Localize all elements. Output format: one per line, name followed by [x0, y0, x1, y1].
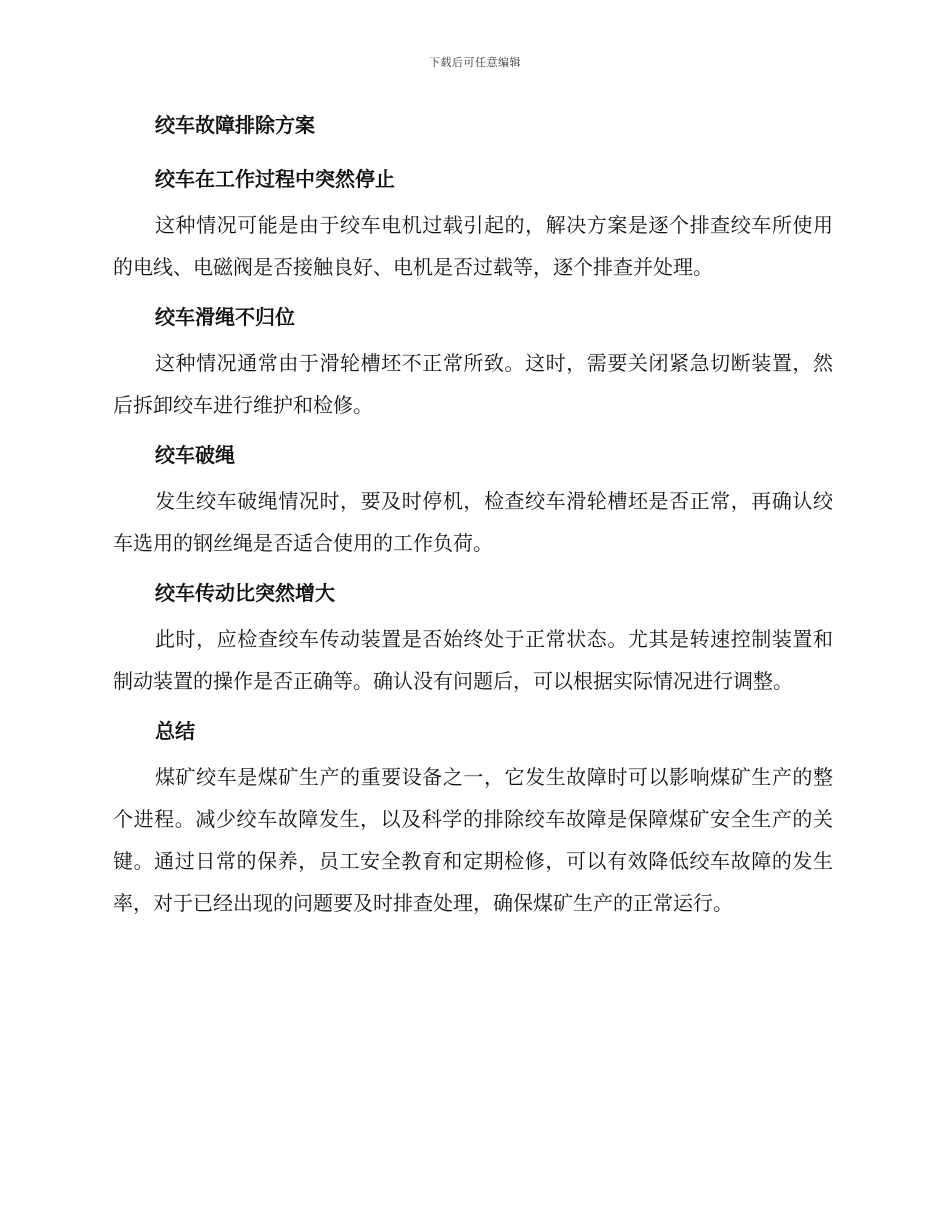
document-body — [113, 110, 833, 924]
section-heading-rope-slip: 绞车滑绳不归位 — [155, 305, 295, 329]
section-heading-rope-break: 绞车破绳 — [155, 443, 235, 467]
section-body-stop: 这种情况可能是由于绞车电机过载引起的，解决方案是逐个排查绞车所使用的电线、电磁阀是否接触良好、电机是否过载等，逐个排查并处理。 — [113, 213, 833, 279]
section-body-ratio: 此时，应检查绞车传动装置是否始终处于正常状态。尤其是转速控制装置和制动装置的操作是否正确等。确认没有问题后，可以根据实际情况进行调整。 — [113, 627, 833, 693]
page-header: 下载后可任意编辑 — [429, 56, 521, 69]
section-heading-stop: 绞车在工作过程中突然停止 — [155, 167, 395, 191]
section-heading-ratio: 绞车传动比突然增大 — [155, 581, 335, 605]
section-body-rope-break: 发生绞车破绳情况时，要及时停机，检查绞车滑轮槽坯是否正常，再确认绞车选用的钢丝绳是否适合使用的工作负荷。 — [113, 489, 833, 555]
section-body-summary: 煤矿绞车是煤矿生产的重要设备之一，它发生故障时可以影响煤矿生产的整个进程。减少绞车故障发生，以及科学的排除绞车故障是保障煤矿安全生产的关键。通过日常的保养，员工安全教育和定期检修，可以有效降低绞车故障的发生率，对于已经出现的问题要及时排查处理，确保煤矿生产的正常运行。 — [113, 765, 833, 915]
section-body-rope-slip: 这种情况通常由于滑轮槽坯不正常所致。这时，需要关闭紧急切断装置，然后拆卸绞车进行维护和检修。 — [113, 351, 833, 417]
document-title: 绞车故障排除方案 — [155, 113, 315, 137]
section-heading-summary: 总结 — [155, 719, 195, 743]
